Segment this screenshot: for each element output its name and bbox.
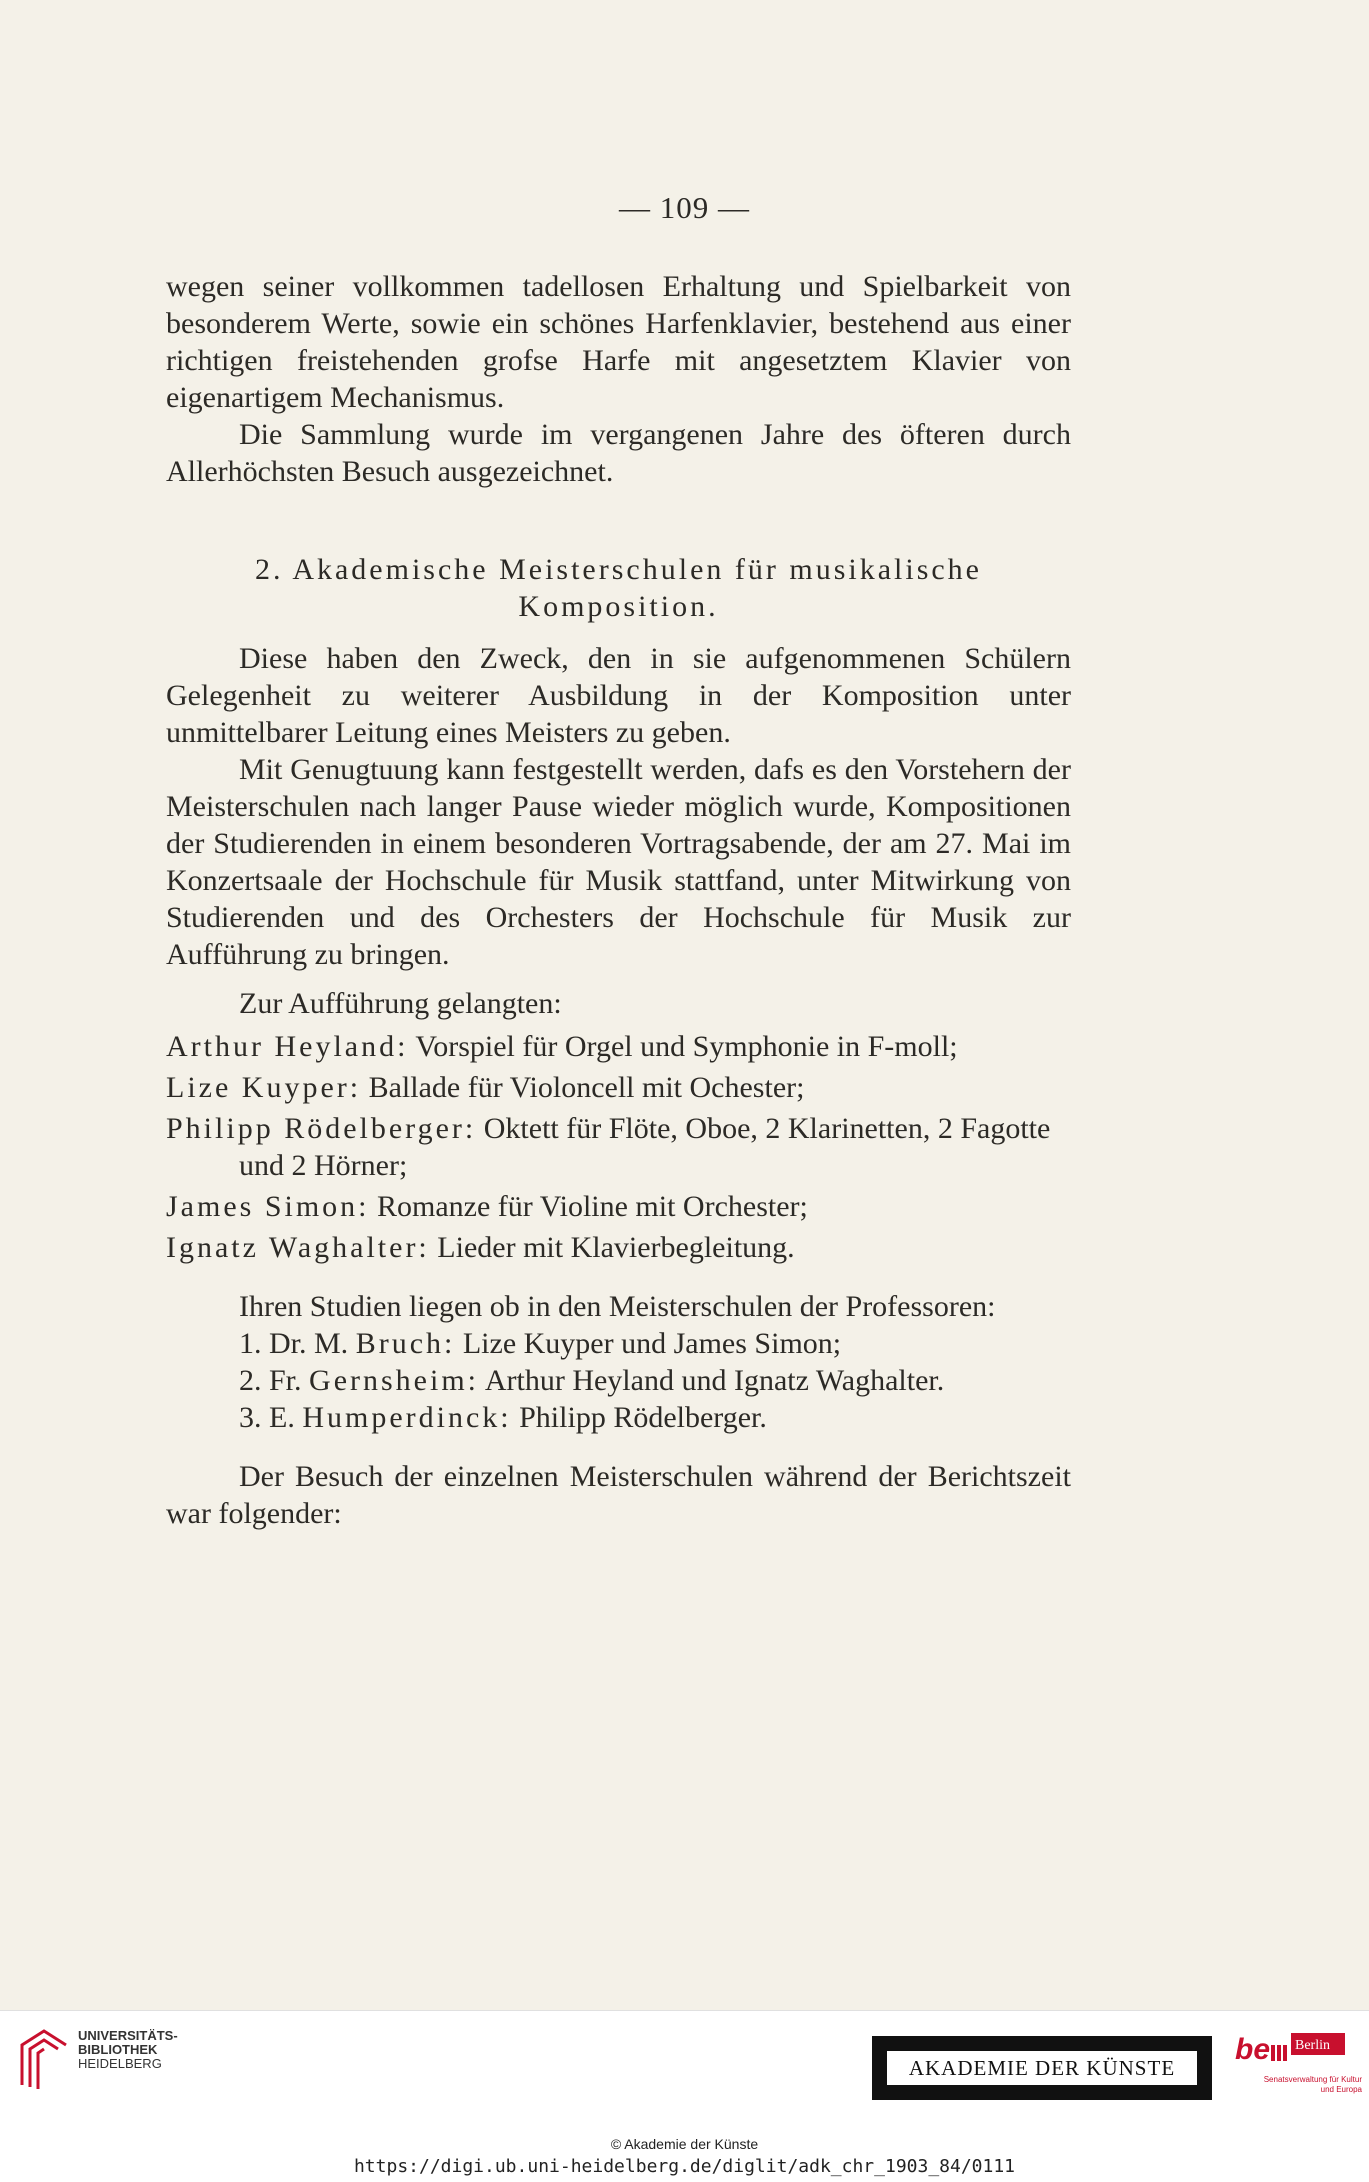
item-number: 3. bbox=[239, 1401, 262, 1434]
paragraph-attendance: Der Besuch der einzelnen Meisterschulen während der Berichtszeit war folgender: bbox=[166, 1460, 1071, 1530]
work-description: Romanze für Violine mit Orchester; bbox=[369, 1190, 808, 1223]
professors-list bbox=[166, 1325, 1071, 1436]
composer-name: Lize Kuyper: bbox=[166, 1071, 362, 1104]
ub-heidelberg-text[interactable] bbox=[78, 2029, 178, 2071]
page-number: — 109 — bbox=[619, 190, 750, 225]
paragraph-visit: Die Sammlung wurde im vergangenen Jahre des öfteren durch Allerhöchsten Besuch ausgezeichnet. bbox=[166, 418, 1071, 488]
professor-students: Philipp Rödelberger. bbox=[511, 1401, 767, 1434]
professor-name: Gernsheim: bbox=[309, 1364, 479, 1397]
work-item bbox=[166, 1229, 1071, 1266]
professor-title: Dr. M. bbox=[269, 1327, 356, 1360]
section-heading bbox=[166, 551, 1071, 625]
paragraph-harp-piano: wegen seiner vollkommen tadellosen Erhaltung und Spielbarkeit von besonderem Werte, sowie ein schönes Harfenklavier, bestehend aus einer richtigen freistehenden grofse Harfe mit angesetztem Klavier von eigenartigem Mechanismus. bbox=[166, 270, 1071, 414]
heading-line-2: Komposition. bbox=[518, 590, 719, 623]
work-item bbox=[166, 1069, 1071, 1106]
composer-name: James Simon: bbox=[166, 1190, 370, 1223]
item-number: 2. bbox=[239, 1364, 262, 1397]
text-block-1 bbox=[166, 268, 1071, 490]
svg-text:Berlin: Berlin bbox=[1295, 2038, 1330, 2053]
professor-students: Arthur Heyland und Ignatz Waghalter. bbox=[479, 1364, 945, 1397]
professor-item bbox=[166, 1362, 1071, 1399]
work-description: Oktett für Flöte, Oboe, 2 Klarinetten, 2 Fagotte und 2 Hörner; bbox=[239, 1112, 1051, 1182]
ub-line-3: HEIDELBERG bbox=[78, 2056, 162, 2071]
work-item bbox=[166, 1028, 1071, 1065]
copyright-text: © Akademie der Künste bbox=[610, 2136, 759, 2152]
composer-name: Ignatz Waghalter: bbox=[166, 1231, 430, 1264]
paragraph-performed: Zur Aufführung gelangten: bbox=[239, 987, 562, 1020]
professor-name: Humperdinck: bbox=[302, 1401, 512, 1434]
professor-title: Fr. bbox=[269, 1364, 310, 1397]
paragraph-concert: Mit Genugtuung kann festgestellt werden, dafs es den Vorstehern der Meisterschulen nach langer Pause wieder möglich wurde, Kompositionen der Studierenden in einem besonderen Vortragsabende, der am 27. Mai im Konzertsaale der Hochschule für Musik stattfand, unter Mitwirkung von Studierenden und des Orchesters der Hochschule für Musik zur Aufführung zu bringen. bbox=[166, 753, 1071, 971]
ub-line-1: UNIVERSITÄTS- bbox=[78, 2028, 178, 2043]
viewer-footer bbox=[0, 2010, 1369, 2182]
composer-name: Arthur Heyland: bbox=[166, 1030, 409, 1063]
ub-line-2: BIBLIOTHEK bbox=[78, 2042, 158, 2057]
heading-line-1: 2. Akademische Meisterschulen für musikalische bbox=[254, 553, 982, 586]
paragraph-professors: Ihren Studien liegen ob in den Meisterschulen der Professoren: bbox=[239, 1290, 996, 1323]
be-berlin-logo-icon[interactable] bbox=[1235, 2029, 1347, 2069]
paragraph-purpose: Diese haben den Zweck, den in sie aufgenommenen Schülern Gelegenheit zu weiterer Ausbildung in der Komposition unter unmittelbarer Leitung eines Meisters zu geben. bbox=[166, 642, 1071, 749]
professor-title: E. bbox=[269, 1401, 303, 1434]
adk-label: AKADEMIE DER KÜNSTE bbox=[886, 2050, 1198, 2086]
work-item bbox=[166, 1110, 1071, 1184]
item-number: 1. bbox=[239, 1327, 262, 1360]
professor-item bbox=[166, 1399, 1071, 1436]
senate-subtitle: Senatsverwaltung für Kultur und Europa bbox=[1263, 2075, 1362, 2094]
work-description: Vorspiel für Orgel und Symphonie in F-moll; bbox=[408, 1030, 958, 1063]
professor-students: Lize Kuyper und James Simon; bbox=[455, 1327, 842, 1360]
professor-item bbox=[166, 1325, 1071, 1362]
work-description: Ballade für Violoncell mit Ochester; bbox=[361, 1071, 805, 1104]
composer-name: Philipp Rödelberger: bbox=[166, 1112, 477, 1145]
work-item bbox=[166, 1188, 1071, 1225]
permalink-url[interactable]: https://digi.ub.uni-heidelberg.de/diglit/adk_chr_1903_84/0111 bbox=[353, 2156, 1016, 2177]
work-description: Lieder mit Klavierbegleitung. bbox=[429, 1231, 795, 1264]
svg-text:be: be bbox=[1235, 2033, 1271, 2066]
works-list bbox=[166, 1028, 1071, 1266]
text-block-2 bbox=[166, 640, 1071, 1532]
ub-heidelberg-logo-icon[interactable] bbox=[14, 2025, 74, 2095]
adk-logo[interactable] bbox=[872, 2036, 1212, 2100]
professor-name: Bruch: bbox=[355, 1327, 456, 1360]
